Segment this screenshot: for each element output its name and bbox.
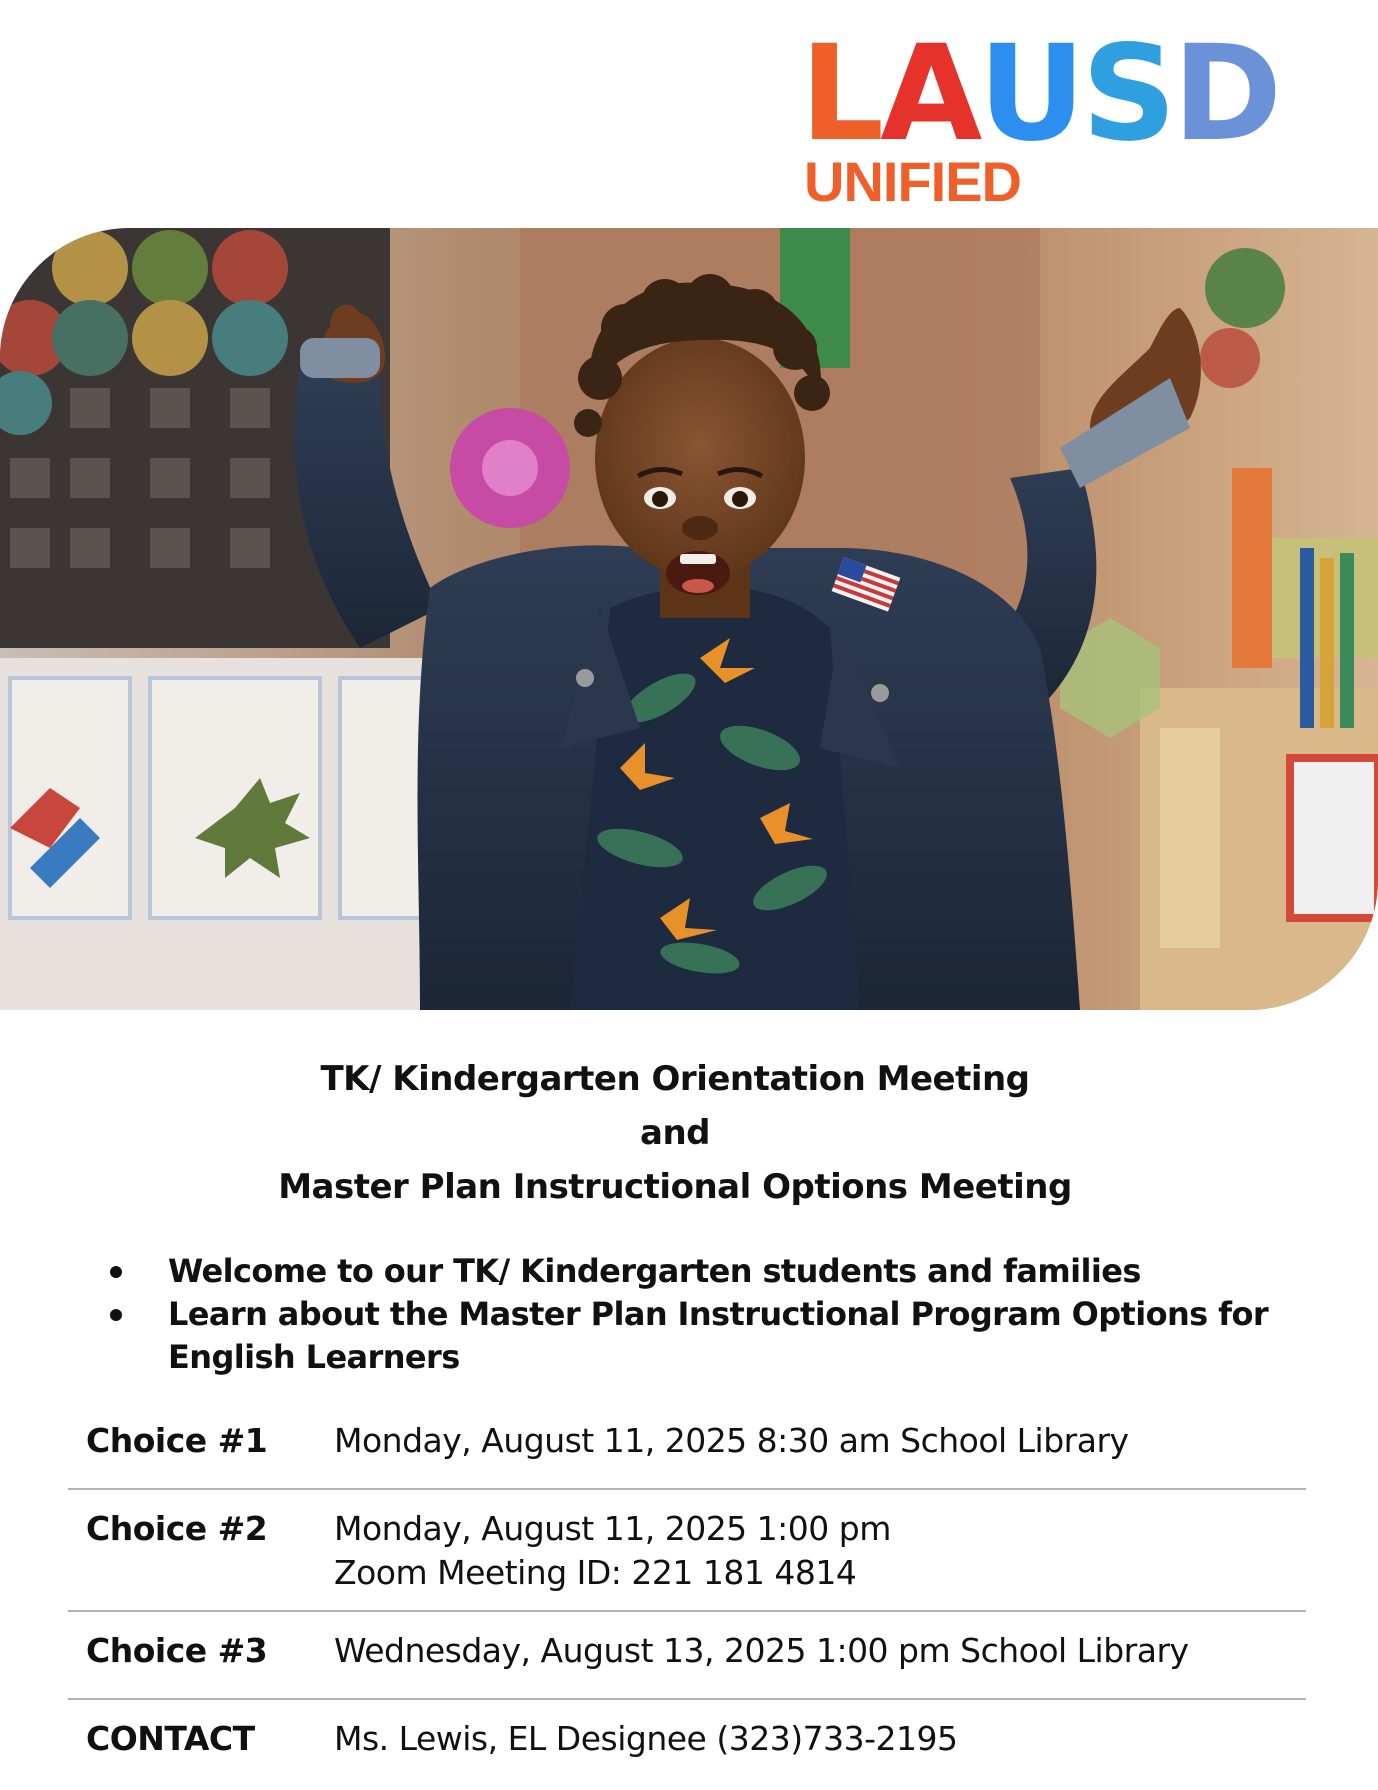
contact-value: Ms. Lewis, EL Designee (323)733-2195	[334, 1719, 958, 1758]
schedule-row-choice-3	[68, 1612, 1306, 1700]
schedule-label: Choice #3	[86, 1631, 268, 1670]
schedule-row-choice-1	[68, 1400, 1306, 1490]
bullet-item	[100, 1293, 1300, 1379]
heading-and: and	[640, 1113, 710, 1153]
bullet-dot-icon	[110, 1309, 122, 1321]
logo-letter-l: L	[800, 17, 881, 171]
schedule-value: Monday, August 11, 2025 8:30 am School Library	[334, 1421, 1129, 1460]
schedule-row-choice-2	[68, 1490, 1306, 1612]
bullet-dot-icon	[110, 1266, 122, 1278]
meeting-bullets	[100, 1250, 1300, 1379]
bullet-text: Learn about the Master Plan Instructional Program Options for English Learners	[168, 1295, 1269, 1376]
logo-letter-s: S	[1081, 17, 1173, 171]
schedule-label: Choice #2	[86, 1509, 268, 1548]
hero-photo	[0, 228, 1378, 1010]
bullet-item	[100, 1250, 1300, 1293]
logo-letter-a: A	[880, 17, 979, 171]
logo-wordmark	[800, 17, 1279, 171]
logo-sublabel: UNIFIED	[804, 150, 1021, 213]
schedule-value: Monday, August 11, 2025 1:00 pm	[334, 1509, 891, 1548]
schedule-value-zoom-id: Zoom Meeting ID: 221 181 4814	[334, 1553, 857, 1592]
schedule-label: CONTACT	[86, 1719, 255, 1758]
bullet-text: Welcome to our TK/ Kindergarten students and families	[168, 1252, 1141, 1290]
heading-master-plan-meeting: Master Plan Instructional Options Meeting	[278, 1167, 1072, 1207]
logo-letter-d: D	[1172, 17, 1279, 171]
schedule-value: Wednesday, August 13, 2025 1:00 pm School Library	[334, 1631, 1189, 1670]
heading-orientation-meeting: TK/ Kindergarten Orientation Meeting	[320, 1059, 1030, 1099]
child-classroom-illustration	[0, 228, 1378, 1010]
schedule-row-contact	[68, 1700, 1306, 1780]
lausd-unified-logo	[800, 17, 1340, 213]
logo-letter-u: U	[978, 17, 1082, 171]
schedule-label: Choice #1	[86, 1421, 268, 1460]
schedule-table	[68, 1400, 1306, 1780]
meeting-headings	[0, 1052, 1350, 1214]
